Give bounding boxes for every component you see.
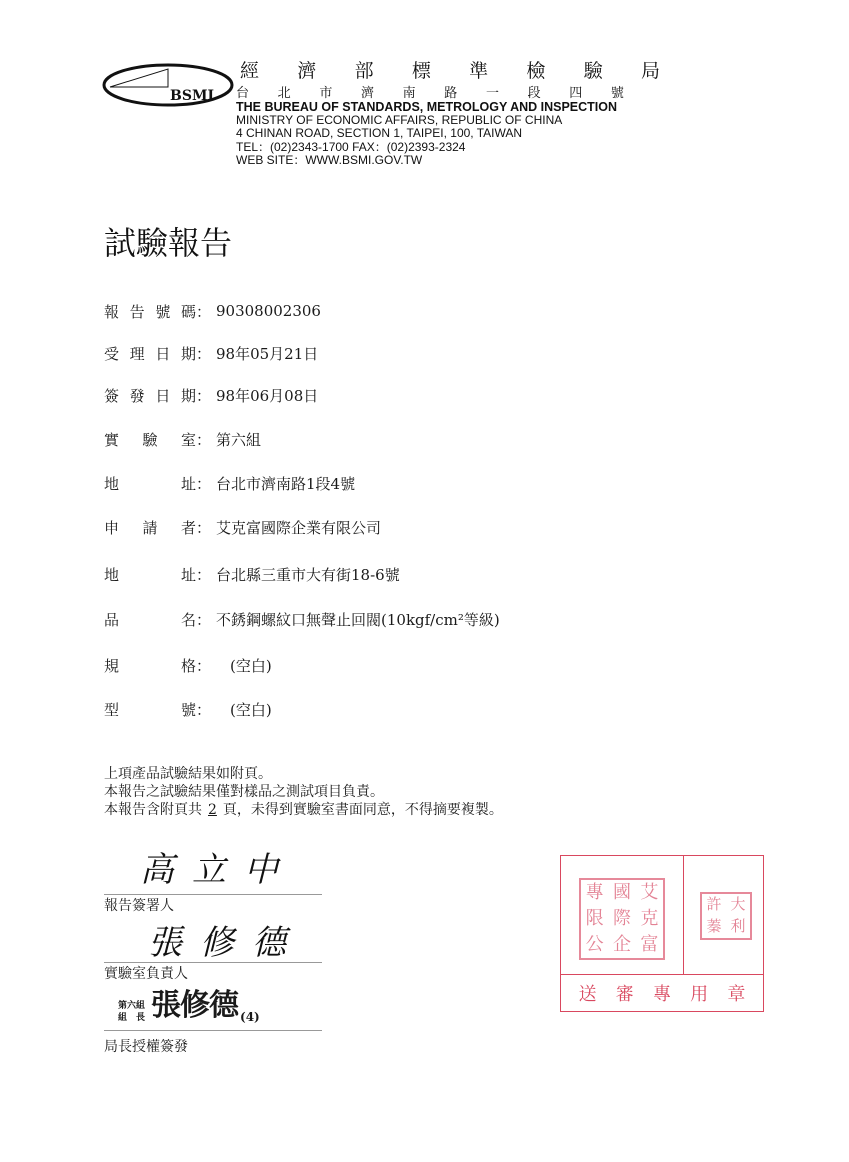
field-issue-date: 簽 發 日 期 ： 98年06月08日: [104, 386, 319, 405]
field-applicant-address: 地 址 ： 台北縣三重市大有街18-6號: [104, 565, 400, 584]
seal-caption: 送 審 專 用 章: [578, 983, 746, 1005]
note-line-3: 本報告含附頁共 2 頁，未得到實驗室書面同意，不得摘要複製。: [104, 802, 503, 818]
report-title: 試驗報告: [104, 224, 233, 262]
signature-1: 高立中: [140, 850, 296, 890]
field-model: 型 號 ： (空白): [104, 700, 272, 719]
field-laboratory: 實 驗 室 ： 第六組: [104, 430, 262, 449]
company-seal: 專 國 艾 限 際 克 公 企 富: [579, 878, 665, 960]
note-line-1: 上項產品試驗結果如附頁。: [104, 766, 272, 782]
review-seal-stamp: [560, 855, 764, 1012]
field-report-number: 報 告 號 碼 ： 90308002306: [104, 302, 321, 321]
signer-2-role: 實驗室負責人: [104, 966, 188, 982]
ministry-name-en: MINISTRY OF ECONOMIC AFFAIRS, REPUBLIC OF CHINA: [236, 113, 563, 127]
field-received-date: 受 理 日 期 ： 98年05月21日: [104, 344, 319, 363]
field-specification: 規 格 ： (空白): [104, 656, 272, 675]
page-count: 2: [208, 802, 217, 818]
bsmi-logo: [100, 60, 240, 110]
agency-name-cn: 經 濟 部 標 準 檢 驗 局: [240, 60, 660, 82]
svg-text:BSMI: BSMI: [170, 88, 214, 104]
website: WEB SITE：WWW.BSMI.GOV.TW: [236, 153, 423, 167]
field-applicant: 申 請 者 ： 艾克富國際企業有限公司: [104, 518, 382, 537]
signer-1-role: 報告簽署人: [104, 898, 174, 914]
field-product-name: 品 名 ： 不銹鋼螺紋口無聲止回閥(10kgf/cm²等級): [104, 610, 500, 629]
report-notes: [104, 765, 503, 819]
agency-name-en: THE BUREAU OF STANDARDS, METROLOGY AND INSPECTION: [236, 100, 618, 114]
signature-2: 張修德: [148, 923, 304, 963]
signature-line-3: [104, 1030, 322, 1031]
address-en: 4 CHINAN ROAD, SECTION 1, TAIPEI, 100, TAIWAN: [236, 126, 523, 140]
note-line-2: 本報告之試驗結果僅對樣品之測試項目負責。: [104, 784, 384, 800]
director-signature-stamp: 第六組 組 長 張修德 (4): [118, 988, 260, 1024]
contact-info: TEL：(02)2343-1700 FAX：(02)2393-2324: [236, 140, 466, 154]
agency-address-cn: 台 北 市 濟 南 路 一 段 四 號: [236, 86, 624, 101]
signer-3-role: 局長授權簽發: [104, 1039, 188, 1055]
field-lab-address: 地 址 ： 台北市濟南路1段4號: [104, 474, 356, 493]
representative-seal: 許 大 蓁 利: [700, 892, 752, 940]
